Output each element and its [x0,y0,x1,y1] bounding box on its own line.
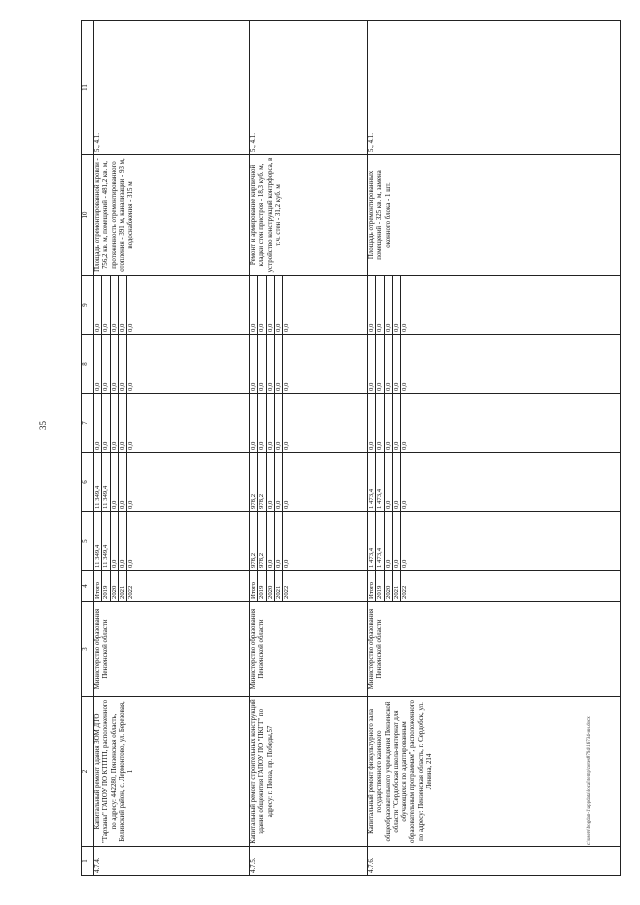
funding-c8-value: 0,0 [401,382,409,391]
funding-c7 [94,394,250,453]
funding-c6 [368,453,621,512]
funding-c6-value: 0,0 [384,453,392,511]
funding-c7-value: 0,0 [110,394,118,452]
funding-c8-value: 0,0 [376,335,384,393]
funding-c5-value: 1 473,4 [376,512,384,570]
table-row [250,21,368,876]
expected-result: Площадь отремонтированной кровли - 756,2 кв. м, помещений - 481,2 кв. м, протяженность отремонтированного отопления - 391 м, канализации - 93 м, водоснабжения - 315 м [94,155,250,276]
column-header-11: 11 [82,21,94,155]
column-header-9: 9 [82,276,94,335]
executor: Министерство образования Пензенской области [368,602,621,697]
funding-c9-value: 0,0 [283,323,291,332]
funding-c7 [368,394,621,453]
funding-c8-value: 0,0 [274,335,282,393]
funding-c5-value: 11 349,4 [94,512,102,570]
year-list-value: 2020 [110,571,118,601]
year-list-value: 2021 [392,571,400,601]
year-list-value: Итого [368,571,376,601]
funding-c6-value: 0,0 [266,453,274,511]
program-table [81,20,621,876]
funding-c9 [94,276,250,335]
funding-c5-value: 0,0 [266,512,274,570]
column-header-4: 4 [82,571,94,602]
row-number: 4.7.4. [94,847,250,876]
funding-c8-value: 0,0 [110,335,118,393]
year-list [368,571,621,602]
object-description: Капитальный ремонт строительных конструкций здания общежития ГАПОУ ПО "ПКГТ" по адресу: г. Пенза, пр. Победы,57 [250,697,368,847]
column-header-6: 6 [82,453,94,512]
object-description: Капитальный ремонт физкультурного зала государственного казенного общеобразовательного учреждения Пензенской области "Сердобская школа-интернат для обучающихся по адаптированным образовательным программам", расположенного по адресу: Пензенская область, г. Сердобск, ул. Ленина, 214 [368,697,621,847]
table-row [368,21,621,876]
funding-c9-value: 0,0 [118,276,126,334]
year-list-value: 2019 [376,571,384,601]
funding-c6-value: 978,2 [250,453,258,511]
year-list-value: 2019 [258,571,266,601]
executor: Министерство образования Пензенской области [250,602,368,697]
funding-c5-value: 0,0 [118,512,126,570]
funding-c9-value: 0,0 [110,276,118,334]
column-header-7: 7 [82,394,94,453]
funding-c7-value: 0,0 [376,394,384,452]
row-number: 4.7.5. [250,847,368,876]
funding-c5 [368,512,621,571]
funding-c6-value: 0,0 [274,453,282,511]
funding-c7-value: 0,0 [283,441,291,450]
object-description: Капитальный ремонт здания ЗОМ ДТО "Тарханы" ГАПОУ ПО КТПТП, расположенного по адресу: 442280, Пензенская область, Белинский район, с. Лермонтово, ул. Березовая, 1 [94,697,250,847]
expected-result: Площадь отремонтированных помещений - 325 кв. м, замена оконного блока - 1 шт. [368,155,621,276]
funding-c8 [94,335,250,394]
year-list-value: 2021 [274,571,282,601]
funding-c8-value: 0,0 [127,382,135,391]
funding-c5-value: 0,0 [127,559,135,568]
funding-c7-value: 0,0 [274,394,282,452]
funding-c9-value: 0,0 [102,276,110,334]
year-list-value: 2022 [401,585,409,599]
funding-c9-value: 0,0 [368,276,376,334]
executor: Министерство образования Пензенской области [94,602,250,697]
funding-c5-value: 0,0 [110,512,118,570]
funding-c8-value: 0,0 [102,335,110,393]
funding-c5-value: 11 349,4 [102,512,110,570]
funding-c7-value: 0,0 [368,394,376,452]
funding-c9-value: 0,0 [266,276,274,334]
year-list-value: Итого [94,571,102,601]
year-list-value: Итого [250,571,258,601]
funding-c8-value: 0,0 [283,382,291,391]
funding-c8-value: 0,0 [368,335,376,393]
funding-c8-value: 0,0 [118,335,126,393]
year-list-value: 2022 [127,585,135,599]
funding-c7-value: 0,0 [127,441,135,450]
column-header-3: 3 [82,602,94,697]
funding-c8-value: 0,0 [384,335,392,393]
funding-c7-value: 0,0 [392,394,400,452]
column-header-8: 8 [82,335,94,394]
indicator-reference: 5., 4.1. [368,21,621,155]
table-row [94,21,250,876]
funding-c9 [250,276,368,335]
funding-c6 [250,453,368,512]
page-number: 35 [38,421,48,430]
funding-c5-value: 0,0 [274,512,282,570]
funding-c9-value: 0,0 [274,276,282,334]
funding-c6-value: 1 473,4 [376,453,384,511]
funding-c5-value: 978,2 [250,512,258,570]
funding-c6-value: 0,0 [392,453,400,511]
funding-c6-value: 978,2 [258,453,266,511]
indicator-reference: 5., 4.1. [250,21,368,155]
funding-c7-value: 0,0 [102,394,110,452]
funding-c5-value: 0,0 [283,559,291,568]
funding-c9-value: 0,0 [250,276,258,334]
funding-c8 [250,335,368,394]
funding-c7-value: 0,0 [94,394,102,452]
year-list-value: 2020 [266,571,274,601]
funding-c7 [250,394,368,453]
year-list-value: 2022 [283,585,291,599]
funding-c6-value: 1 473,4 [368,453,376,511]
indicator-reference: 5., 4.1. [94,21,250,155]
funding-c7-value: 0,0 [118,394,126,452]
year-list-value: 2020 [384,571,392,601]
funding-c5 [94,512,250,571]
funding-c8 [368,335,621,394]
funding-c8-value: 0,0 [266,335,274,393]
funding-c6-value: 11 349,4 [94,453,102,511]
year-list-value: 2021 [118,571,126,601]
funding-c9-value: 0,0 [392,276,400,334]
year-list-value: 2019 [102,571,110,601]
funding-c9-value: 0,0 [258,276,266,334]
funding-c8-value: 0,0 [258,335,266,393]
column-number-row [82,21,94,876]
row-number: 4.7.6. [368,847,621,876]
funding-c7-value: 0,0 [258,394,266,452]
funding-c7-value: 0,0 [250,394,258,452]
funding-c7-value: 0,0 [401,441,409,450]
funding-c6-value: 11 349,4 [102,453,110,511]
funding-c8-value: 0,0 [392,335,400,393]
column-header-10: 10 [82,155,94,276]
year-list [94,571,250,602]
year-list [250,571,368,602]
funding-c5-value: 978,2 [258,512,266,570]
funding-c9-value: 0,0 [376,276,384,334]
funding-c5-value: 0,0 [392,512,400,570]
expected-result: Ремонт и армирование кирпичной кладки стен пристроя - 18,3 куб. м, устройство конструкций контрфорса, в т.ч. стен - 31,2 куб. м [250,155,368,276]
footer-file-path: c:\users\bogdan-1\appdata\local\temp\notes8794\16734-ии.docx [587,716,592,845]
funding-c9-value: 0,0 [384,276,392,334]
funding-c9-value: 0,0 [127,323,135,332]
funding-c9 [368,276,621,335]
funding-c8-value: 0,0 [250,335,258,393]
funding-c5-value: 1 473,4 [368,512,376,570]
funding-c5-value: 0,0 [401,559,409,568]
funding-c7-value: 0,0 [266,394,274,452]
funding-c9-value: 0,0 [94,276,102,334]
funding-c6-value: 0,0 [127,500,135,509]
funding-c8-value: 0,0 [94,335,102,393]
funding-c6 [94,453,250,512]
funding-c5 [250,512,368,571]
funding-c6-value: 0,0 [401,500,409,509]
funding-c7-value: 0,0 [384,394,392,452]
column-header-1: 1 [82,847,94,876]
funding-c9-value: 0,0 [401,323,409,332]
column-header-2: 2 [82,697,94,847]
funding-c5-value: 0,0 [384,512,392,570]
funding-c6-value: 0,0 [118,453,126,511]
column-header-5: 5 [82,512,94,571]
program-table-sheet [81,21,618,876]
funding-c6-value: 0,0 [283,500,291,509]
funding-c6-value: 0,0 [110,453,118,511]
